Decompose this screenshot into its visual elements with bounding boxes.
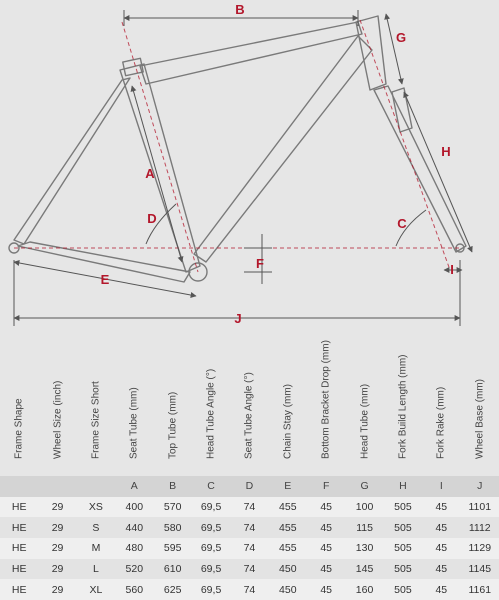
table-cell: 570 xyxy=(154,497,192,518)
table-cell: 1101 xyxy=(461,497,499,518)
header-head-tube-angle: Head Tube Angle (°) xyxy=(205,368,217,459)
down-tube xyxy=(194,36,372,262)
header-cell xyxy=(115,338,153,476)
table-cell: 69,5 xyxy=(192,538,230,559)
header-cell xyxy=(192,338,230,476)
table-cell: 45 xyxy=(307,579,345,600)
table-cell: 1161 xyxy=(461,579,499,600)
table-cell: 29 xyxy=(38,517,76,538)
label-h: H xyxy=(441,144,451,159)
header-cell xyxy=(154,338,192,476)
label-f: F xyxy=(256,256,264,271)
letter-cell: I xyxy=(422,476,460,497)
table-cell: 610 xyxy=(154,559,192,580)
head-axis-line xyxy=(360,20,450,270)
header-row xyxy=(0,338,499,476)
letter-cell: J xyxy=(461,476,499,497)
label-i: I xyxy=(450,262,454,277)
table-cell: 69,5 xyxy=(192,517,230,538)
table-cell: 625 xyxy=(154,579,192,600)
letter-row xyxy=(0,476,499,497)
head-tube xyxy=(356,16,386,90)
table-cell: S xyxy=(77,517,115,538)
label-b: B xyxy=(235,2,245,17)
header-top-tube: Top Tube (mm) xyxy=(167,391,179,459)
fork xyxy=(374,86,466,252)
table-cell: HE xyxy=(0,517,38,538)
header-cell xyxy=(422,338,460,476)
header-wheel-base: Wheel Base (mm) xyxy=(474,378,486,459)
table-cell: 480 xyxy=(115,538,153,559)
header-fork-rake: Fork Rake (mm) xyxy=(435,386,447,459)
table-cell: HE xyxy=(0,579,38,600)
label-a: A xyxy=(145,166,155,181)
table-cell: 74 xyxy=(230,559,268,580)
table-cell: XL xyxy=(77,579,115,600)
table-cell: 74 xyxy=(230,497,268,518)
letter-cell: E xyxy=(269,476,307,497)
table-cell: 1129 xyxy=(461,538,499,559)
table-row xyxy=(0,579,499,600)
table-cell: 45 xyxy=(307,559,345,580)
table-cell: HE xyxy=(0,559,38,580)
letter-cell xyxy=(0,476,38,497)
table-cell: 45 xyxy=(307,497,345,518)
table-cell: 115 xyxy=(345,517,383,538)
label-e: E xyxy=(100,272,110,287)
table-cell: 580 xyxy=(154,517,192,538)
table-cell: 69,5 xyxy=(192,497,230,518)
header-fork-build-length: Fork Build Length (mm) xyxy=(397,354,409,459)
letter-cell: A xyxy=(115,476,153,497)
table-cell: 74 xyxy=(230,579,268,600)
header-cell xyxy=(0,338,38,476)
table-cell: 505 xyxy=(384,517,422,538)
table-cell: 595 xyxy=(154,538,192,559)
table-cell: 45 xyxy=(422,559,460,580)
header-cell xyxy=(230,338,268,476)
table-row xyxy=(0,517,499,538)
label-j: J xyxy=(234,311,242,326)
header-seat-tube: Seat Tube (mm) xyxy=(128,387,140,459)
letter-cell: G xyxy=(345,476,383,497)
header-cell xyxy=(77,338,115,476)
letter-cell: D xyxy=(230,476,268,497)
header-cell xyxy=(461,338,499,476)
table-cell: 455 xyxy=(269,497,307,518)
table-cell: 400 xyxy=(115,497,153,518)
table-cell: 69,5 xyxy=(192,579,230,600)
table-cell: 74 xyxy=(230,538,268,559)
header-head-tube: Head Tube (mm) xyxy=(359,383,371,459)
table-cell: 145 xyxy=(345,559,383,580)
table-cell: 505 xyxy=(384,538,422,559)
label-d: D xyxy=(147,211,157,226)
table-row xyxy=(0,497,499,518)
letter-cell: B xyxy=(154,476,192,497)
table-cell: 45 xyxy=(422,579,460,600)
seat-tube xyxy=(120,64,200,272)
table-cell: HE xyxy=(0,497,38,518)
header-seat-tube-angle: Seat Tube Angle (°) xyxy=(243,372,255,459)
table-cell: 29 xyxy=(38,579,76,600)
table-cell: XS xyxy=(77,497,115,518)
header-bottom-bracket-drop: Bottom Bracket Drop (mm) xyxy=(320,340,332,459)
label-c: C xyxy=(397,216,407,231)
table-row xyxy=(0,559,499,580)
table-cell: 505 xyxy=(384,497,422,518)
table-cell: 505 xyxy=(384,559,422,580)
header-cell xyxy=(384,338,422,476)
header-cell xyxy=(269,338,307,476)
table-cell: 45 xyxy=(422,497,460,518)
table-cell: 520 xyxy=(115,559,153,580)
letter-cell xyxy=(38,476,76,497)
header-chain-stay: Chain Stay (mm) xyxy=(282,383,294,459)
dimension-lines xyxy=(14,10,472,326)
header-wheel-size: Wheel Size (inch) xyxy=(52,380,64,459)
table-cell: M xyxy=(77,538,115,559)
header-cell xyxy=(345,338,383,476)
table-cell: 45 xyxy=(307,517,345,538)
letter-cell: H xyxy=(384,476,422,497)
table-cell: 74 xyxy=(230,517,268,538)
table-cell: 130 xyxy=(345,538,383,559)
table-cell: 45 xyxy=(307,538,345,559)
table-cell: 1112 xyxy=(461,517,499,538)
table-cell: L xyxy=(77,559,115,580)
letter-cell xyxy=(77,476,115,497)
table-cell: 450 xyxy=(269,579,307,600)
header-frame-shape: Frame Shape xyxy=(13,398,25,459)
table-row xyxy=(0,538,499,559)
table-cell: 505 xyxy=(384,579,422,600)
table-cell: 160 xyxy=(345,579,383,600)
table-cell: 29 xyxy=(38,538,76,559)
table-cell: 450 xyxy=(269,559,307,580)
head-tube-badge xyxy=(392,88,412,132)
table-cell: 69,5 xyxy=(192,559,230,580)
table-cell: 45 xyxy=(422,538,460,559)
table-cell: 29 xyxy=(38,497,76,518)
seat-stay xyxy=(14,78,130,244)
table-cell: 440 xyxy=(115,517,153,538)
dim-g xyxy=(386,14,402,84)
table-cell: 455 xyxy=(269,517,307,538)
header-cell xyxy=(38,338,76,476)
table-cell: 29 xyxy=(38,559,76,580)
geometry-table xyxy=(0,338,499,600)
reference-lines xyxy=(14,20,460,272)
table-cell: 560 xyxy=(115,579,153,600)
table-cell: 1145 xyxy=(461,559,499,580)
table-cell: 100 xyxy=(345,497,383,518)
table-cell: HE xyxy=(0,538,38,559)
table-cell: 45 xyxy=(422,517,460,538)
label-g: G xyxy=(395,30,407,45)
letter-cell: C xyxy=(192,476,230,497)
header-frame-size-short: Frame Size Short xyxy=(90,381,102,459)
letter-cell: F xyxy=(307,476,345,497)
header-cell xyxy=(307,338,345,476)
table-cell: 455 xyxy=(269,538,307,559)
